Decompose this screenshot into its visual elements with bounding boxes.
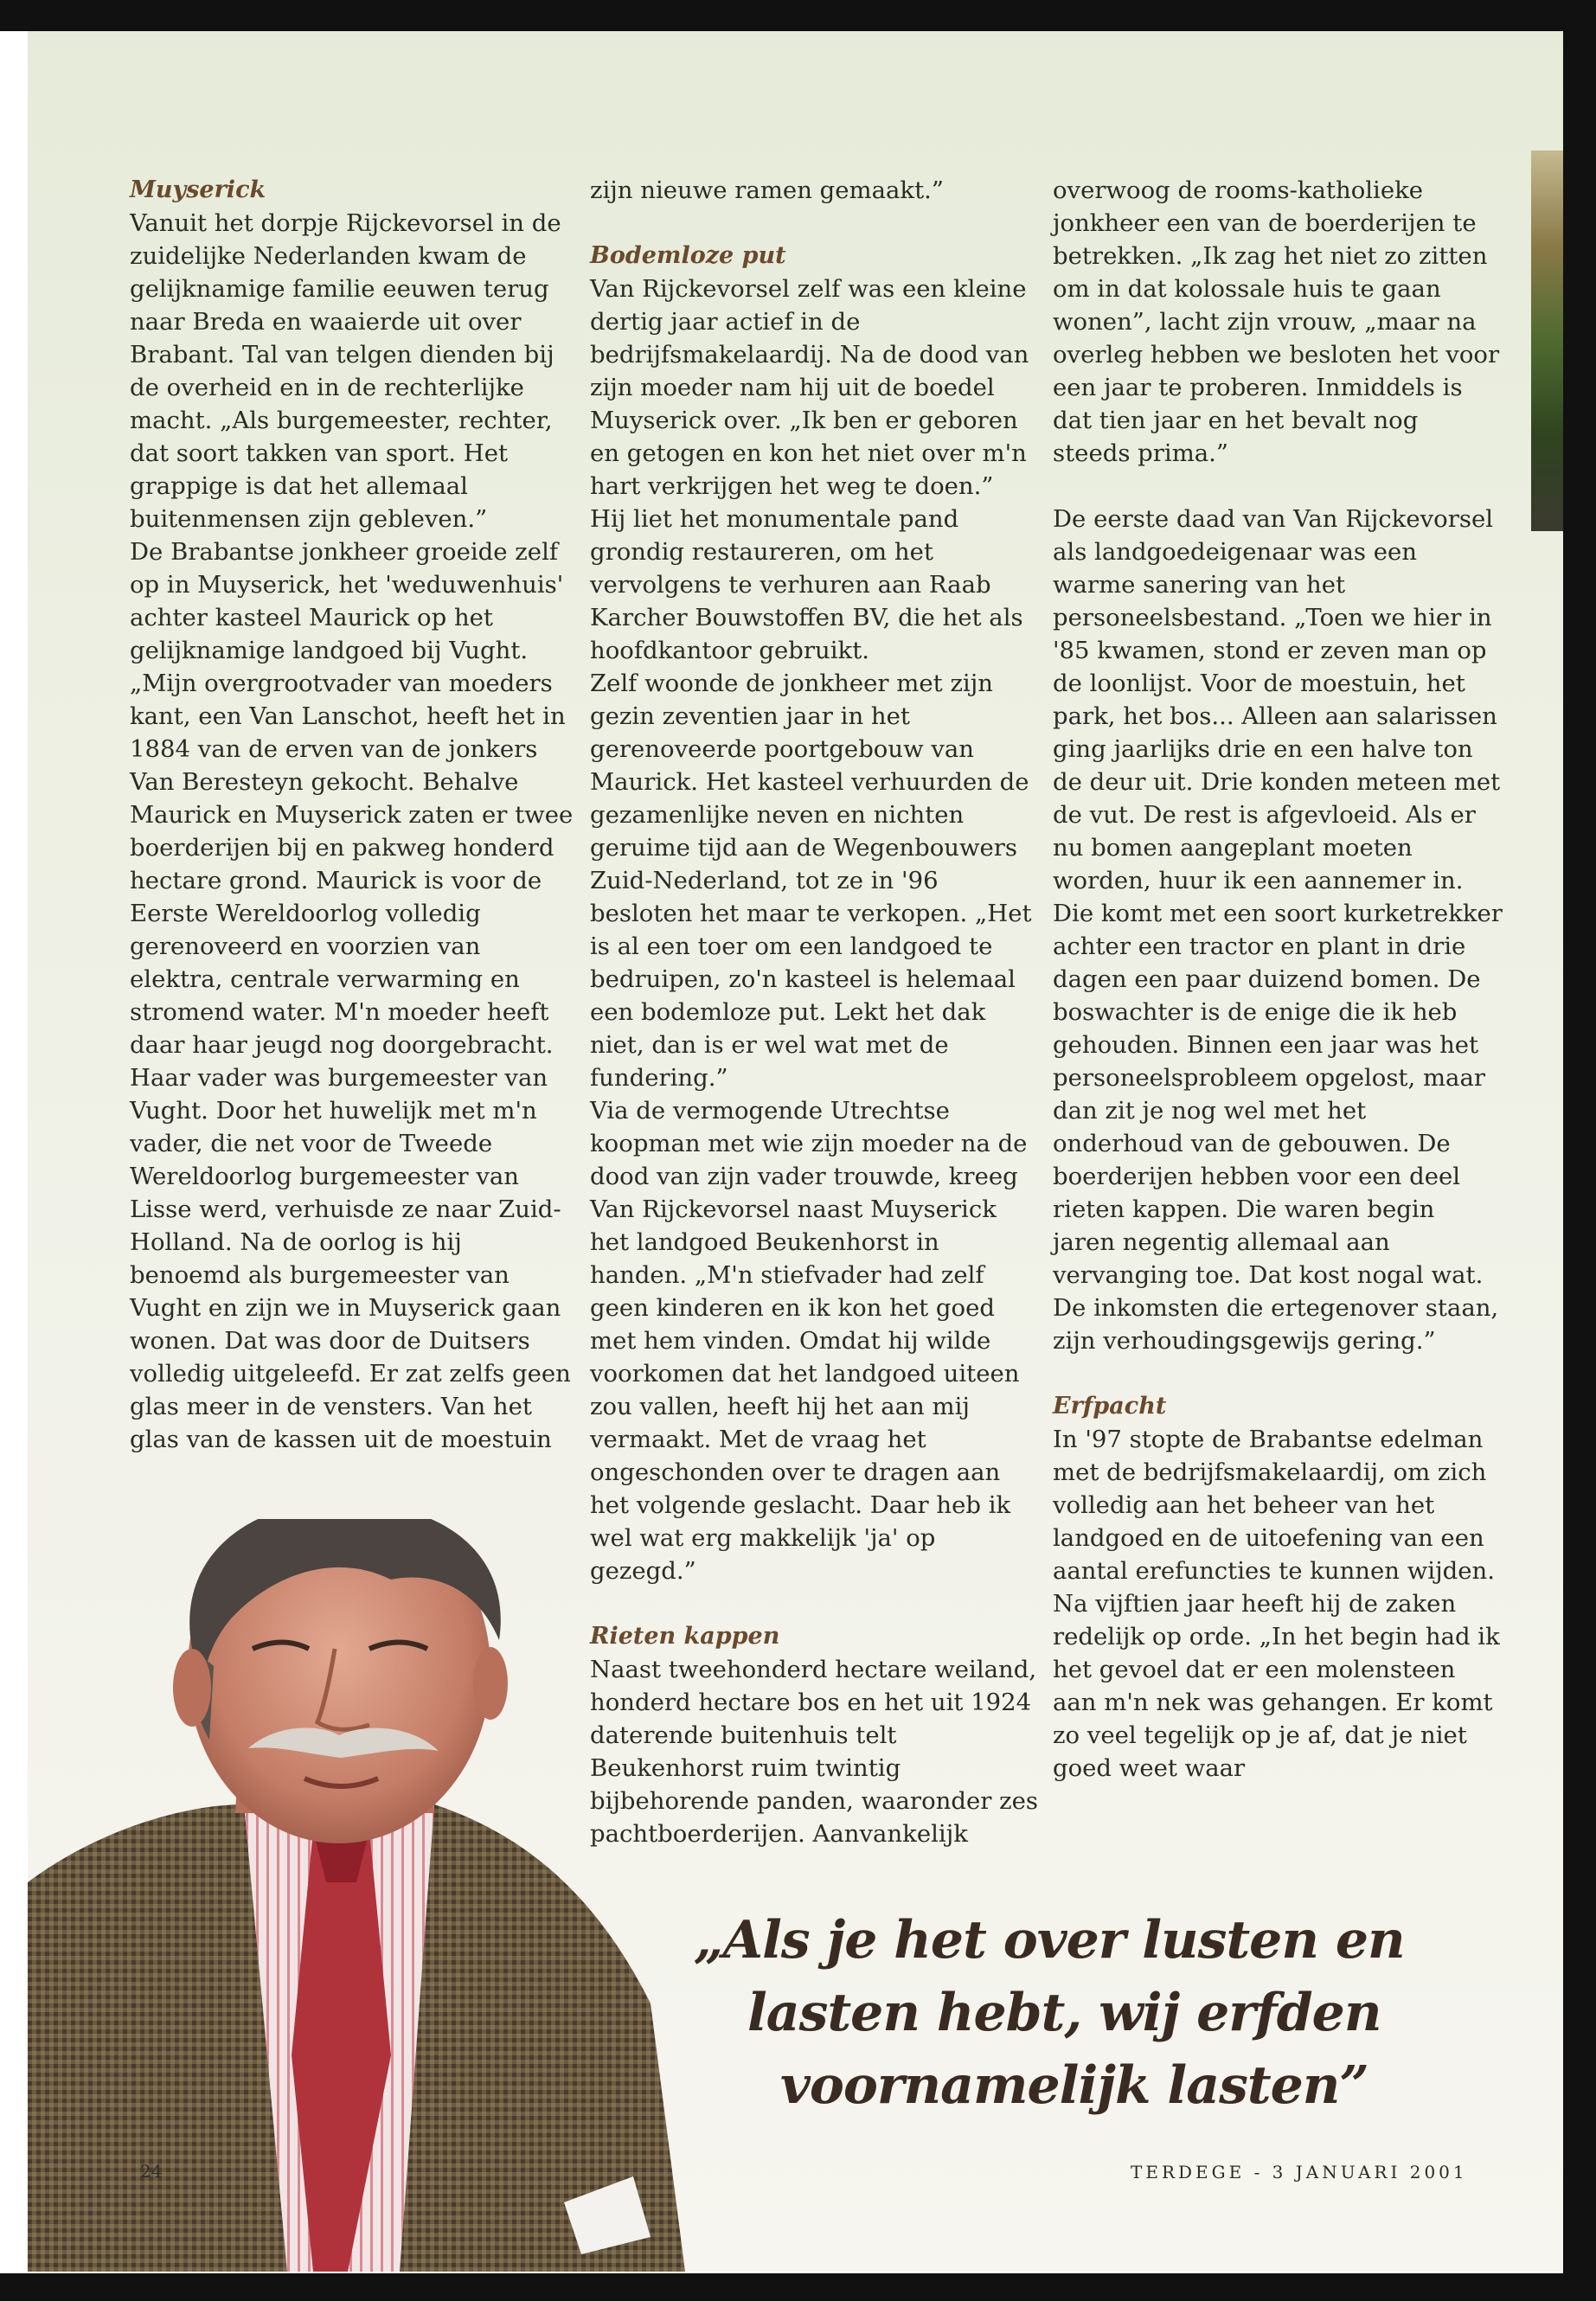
- paragraph: Zelf woonde de jonkheer met zijn gezin zeventien jaar in het gerenoveerde poortgebouw van Maurick. Het kasteel verhuurden de gezamenlijke neven en nichten geruime tijd aan de Wegenbouwers Zuid-Nederland, tot ze in '96 besloten het maar te verkopen. „Het is al een toer om een landgoed te bedruipen, zo'n kasteel is helemaal een bodemloze put. Lekt het dak niet, dan is er wel wat met de fundering.”: [590, 670, 1032, 1092]
- paragraph: Via de vermogende Utrechtse koopman met wie zijn moeder na de dood van zijn vader trouwde, kreeg Van Rijckevorsel naast Muyserick het landgoed Beukenhorst in handen. „M'n stiefvader had zelf geen kinderen en ik kon het goed met hem vinden. Omdat hij wilde voorkomen dat het landgoed uiteen zou vallen, heeft hij het aan mij vermaakt. Met de vraag het ongeschonden over te dragen aan het volgende geslacht. Daar heb ik wel wat erg makkelijk 'ja' op gezegd.”: [590, 1097, 1028, 1585]
- section-heading-bodemloze-put: Bodemloze put: [590, 242, 786, 269]
- paragraph: Hij liet het monumentale pand grondig restaureren, om het vervolgens te verhuren aan Raab Karcher Bouwstoffen BV, die het als hoofdkantoor gebruikt.: [590, 505, 1023, 664]
- paragraph: zijn nieuwe ramen gemaakt.”: [590, 176, 944, 204]
- page-number: 24: [140, 2161, 163, 2182]
- paragraph: De Brabantse jonkheer groeide zelf op in Muyserick, het 'weduwenhuis' achter kasteel Maurick op het gelijknamige landgoed bij Vught. „Mijn overgrootvader van moeders kant, een Van Lanschot, heeft het in 1884 van de erven van de jonkers Van Beresteyn gekocht. Behalve Maurick en Muyserick zaten er twee boerderijen bij en pakweg honderd hectare grond. Maurick is voor de Eerste Wereldoorlog volledig gerenoveerd en voorzien van elektra, centrale verwarming en stromend water. M'n moeder heeft daar haar jeugd nog doorgebracht. Haar vader was burgemeester van Vught. Door het huwelijk met m'n vader, die net voor de Tweede Wereldoorlog burgemeester van Lisse werd, verhuisde ze naar Zuid-Holland. Na de oorlog is hij benoemd als burgemeester van Vught en zijn we in Muyserick gaan wonen. Dat was door de Duitsers volledig uitgeleefd. Er zat zelfs geen glas meer in de vensters. Van het glas van de kassen uit de moestuin: [130, 538, 574, 1453]
- paragraph: De eerste daad van Van Rijckevorsel als landgoedeigenaar was een warme sanering van het personeelsbestand. „Toen we hier in '85 kwamen, stond er zeven man op de loonlijst. Voor de moestuin, het park, het bos... Alleen aan salarissen ging jaarlijks drie en een halve ton de deur uit. Drie konden meteen met de vut. De rest is afgevloeid. Als er nu bomen aangeplant moeten worden, huur ik een aannemer in. Die komt met een soort kurketrekker achter een tractor en plant in drie dagen een paar duizend bomen. De boswachter is de enige die ik heb gehouden. Binnen een jaar was het personeelsprobleem opgelost, maar dan zit je nog wel met het onderhoud van de gebouwen. De boerderijen hebben voor een deel rieten kappen. Die waren begin jaren negentig allemaal aan vervanging toe. Dat kost nogal wat. De inkomsten die ertegenover staan, zijn verhoudingsgewijs gering.”: [1053, 505, 1503, 1355]
- footer-issue-info: TERDEGE - 3 JANUARI 2001: [1131, 2162, 1468, 2182]
- section-heading-erfpacht: Erfpacht: [1053, 1393, 1167, 1420]
- landscape-photo-edge: [1531, 151, 1563, 531]
- quote-line-2: lasten hebt, wij erfden: [747, 1983, 1381, 2043]
- pull-quote: [694, 1904, 1405, 2122]
- paragraph: Naast tweehonderd hectare weiland, honderd hectare bos en het uit 1924 daterende buitenhuis telt Beukenhorst ruim twintig bijbehorende panden, waaronder zes pachtboerderijen. Aanvankelijk: [590, 1656, 1038, 1848]
- article-column-1: [130, 174, 580, 1456]
- frame-bottom: [0, 2273, 1596, 2301]
- magazine-page: [28, 31, 1563, 2272]
- section-heading-rieten-kappen: Rieten kappen: [590, 1623, 780, 1650]
- quote-line-1: „Als je het over lusten en: [694, 1910, 1405, 1971]
- paragraph: Van Rijckevorsel zelf was een kleine dertig jaar actief in de bedrijfsmakelaardij. Na de dood van zijn moeder nam hij uit de boedel Muyserick over. „Ik ben er geboren en getogen en kon het niet over m'n hart verkrijgen het weg te doen.”: [590, 275, 1029, 500]
- frame-top: [0, 0, 1596, 31]
- frame-left: [0, 0, 28, 2301]
- paragraph: In '97 stopte de Brabantse edelman met de bedrijfsmakelaardij, om zich volledig aan het beheer van het landgoed en de uitoefening van een aantal erefuncties te kunnen wijden. Na vijftien jaar heeft hij de zaken redelijk op orde. „In het begin had ik het gevoel dat er een molensteen aan m'n nek was gehangen. Er komt zo veel tegelijk op je af, dat je niet goed weet waar: [1053, 1426, 1500, 1782]
- article-column-3: [1053, 174, 1503, 1785]
- section-heading-muyserick: Muyserick: [130, 176, 266, 203]
- quote-line-3: voornamelijk lasten”: [780, 2055, 1368, 2116]
- paragraph: Vanuit het dorpje Rijckevorsel in de zuidelijke Nederlanden kwam de gelijknamige familie eeuwen terug naar Breda en waaierde uit over Brabant. Tal van telgen dienden bij de overheid en in de rechterlijke macht. „Als burgemeester, rechter, dat soort takken van sport. Het grappige is dat het allemaal buitenmensen zijn gebleven.”: [130, 209, 561, 533]
- paragraph: overwoog de rooms-katholieke jonkheer een van de boerderijen te betrekken. „Ik zag het niet zo zitten om in dat kolossale huis te gaan wonen”, lacht zijn vrouw, „maar na overleg hebben we besloten het voor een jaar te proberen. Inmiddels is dat tien jaar en het bevalt nog steeds prima.”: [1053, 176, 1500, 467]
- frame-right: [1563, 0, 1596, 2301]
- portrait-photo: [28, 1519, 720, 2272]
